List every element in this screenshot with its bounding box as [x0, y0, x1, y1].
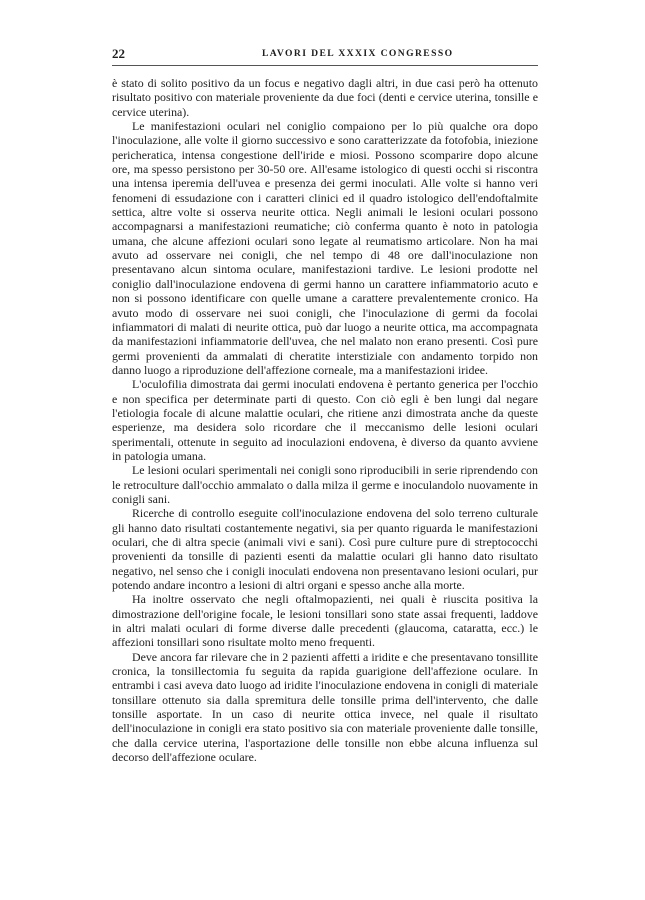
paragraph-control-research: Ricerche di controllo eseguite coll'inoculazione endovena del solo terreno culturale gli hanno dato risultati costantemente negativi, sia per quanto riguarda le manifestazioni oculari, che di altra specie (animali vivi e sani). Così pure culture pure di streptococchi provenienti da tonsille di pazienti esenti da malattie oculari gli hanno dato risultato negativo, nel senso che i conigli inoculati endovena non presentavano lesioni oculari, pur potendo andare incontro a lesioni di altri organi e spesso anche alla morte.	[112, 506, 538, 593]
running-head: LAVORI DEL XXXIX CONGRESSO	[262, 48, 454, 59]
page-header	[112, 46, 538, 62]
paragraph-tonsillectomy: Deve ancora far rilevare che in 2 pazienti affetti a iridite e che presentavano tonsillite cronica, la tonsillectomia fu seguita da rapida guarigione dell'affezione oculare. In entrambi i casi aveva dato luogo ad iridite l'inoculazione endovena in conigli di materiale tonsillare ottenuto sia dalla spremitura delle tonsille prima dell'intervento, che dalle tonsille asportate. In un caso di neurite ottica invece, nel quale il risultato dell'inoculazione in conigli era stato positivo sia con materiale proveniente dalle tonsille, che dalla cervice uterina, l'asportazione delle tonsille non ebbe alcuna influenza sul decorso dell'affezione oculare.	[112, 649, 538, 765]
header-rule	[112, 65, 538, 66]
page-number: 22	[112, 46, 125, 61]
paragraph-oculofilia: L'oculofilia dimostrata dai germi inoculati endovena è pertanto generica per l'occhio e non specifica per determinate parti di questo. Con ciò egli è ben lungi dal negare l'etiologia focale di alcune malattie oculari, che ritiene anzi dimostrata anche da queste esperienze, ma desidera solo ricordare che il meccanismo delle lesioni oculari sperimentali, ottenute in seguito ad inoculazioni endovena, è diverso da quanto avviene in patologia umana.	[112, 377, 538, 463]
paragraph-continuation: è stato di solito positivo da un focus e negativo dagli altri, in due casi però ha ottenuto risultato positivo con materiale proveniente da due foci (denti e cervice uterina, tonsille e cervice uterina).	[112, 76, 538, 119]
paragraph-serial-reproduction: Le lesioni oculari sperimentali nei conigli sono riproducibili in serie riprendendo con le retroculture dall'occhio ammalato o dalla milza il germe e inoculandolo nuovamente in conigli sani.	[112, 463, 538, 506]
paragraph-tonsil-lesions: Ha inoltre osservato che negli oftalmopazienti, nei quali è riuscita positiva la dimostrazione dell'origine focale, le lesioni tonsillari sono state assai frequenti, laddove in altri malati oculari di forme diverse dalle precedenti (glaucoma, cataratta, ecc.) le affezioni tonsillari sono risultate molto meno frequenti.	[112, 592, 538, 650]
body-text	[112, 76, 538, 765]
paragraph-ocular-manifestations: Le manifestazioni oculari nel coniglio compaiono per lo più qualche ora dopo l'inoculazione, alle volte il giorno successivo e sono caratterizzate da fotofobia, iniezione pericheratica, intensa congestione dell'iride e miosi. Possono scomparire dopo alcune ore, ma spesso persistono per 30-50 ore. All'esame istologico di questi occhi si riscontra una intensa iperemia dell'uvea e presenza dei germi inoculati. Alle volte si hanno veri fenomeni di essudazione con i caratteri clinici ed il quadro istologico dell'endoftalmite settica, altre volte si osserva neurite ottica. Negli animali le lesioni oculari possono accompagnarsi a manifestazioni reumatiche; ciò conferma quanto è noto in patologia umana, che alcune affezioni oculari sono legate al reumatismo articolare. Non ha mai avuto ad osservare nei conigli, che nel tempo di 48 ore dall'inoculazione non presentavano alcun sintoma oculare, manifestazioni tardive. Le lesioni prodotte nel coniglio dall'inoculazione endovena di germi hanno un carattere infiammatorio acuto e non si possono identificare con quelle umane a carattere prevalentemente cronico. Ha avuto modo di osservare nei suoi conigli, che l'inoculazione di germi da focolai infiammatori di malati di neurite ottica, può dar luogo a neurite ottica, ma accompagnata da manifestazioni infiammatorie dell'uvea, che nel malato non erano presenti. Così pure germi provenienti da ammalati di cheratite interstiziale con andamento torpido non danno luogo a riproduzione dell'affezione corneale, ma a manifestazioni iridee.	[112, 119, 538, 377]
